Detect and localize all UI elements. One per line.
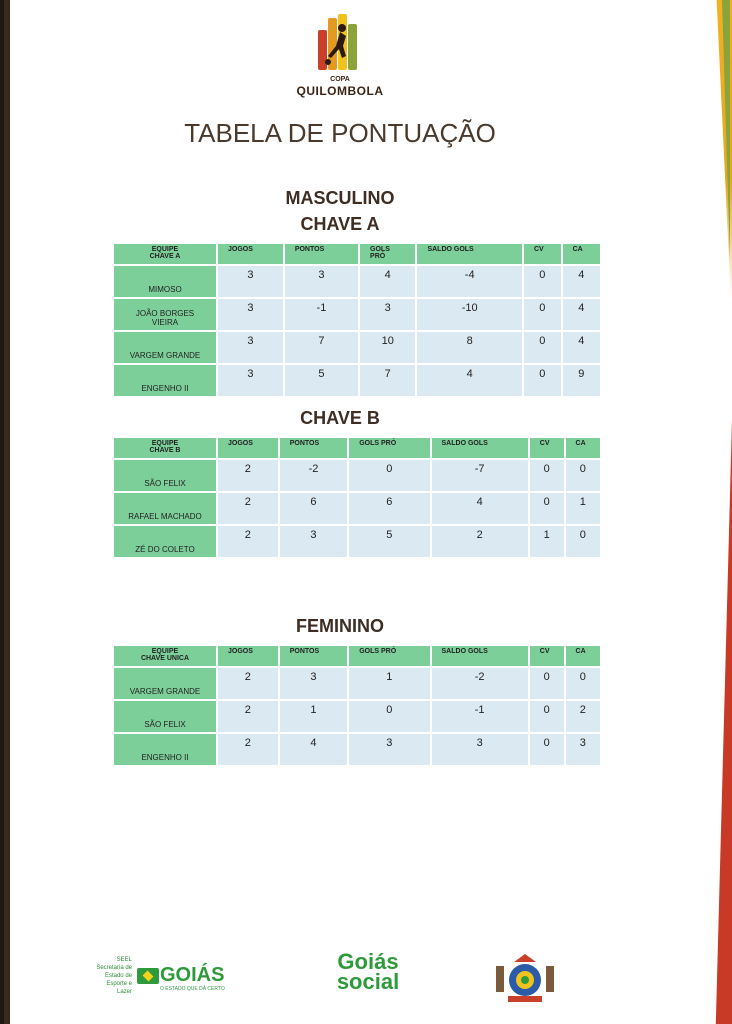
- cell-cv: [524, 332, 561, 363]
- cell-value: 3: [247, 302, 254, 314]
- column-header-label: EQUIPE CHAVE A: [149, 246, 181, 260]
- cell-cv: [530, 460, 564, 491]
- cell-value: 3: [384, 302, 391, 314]
- cell-pontos: [280, 460, 347, 491]
- table-row: [114, 332, 600, 363]
- cell-value: -10: [461, 302, 478, 314]
- column-header-jogos: [218, 646, 278, 666]
- column-header-saldo-gols: [417, 244, 522, 264]
- cell-value: 3: [579, 737, 586, 749]
- column-header-team: [114, 438, 216, 458]
- column-header-team: [114, 646, 216, 666]
- cell-value: 0: [543, 737, 550, 749]
- cell-pontos: [285, 332, 358, 363]
- cell-value: 3: [318, 269, 325, 281]
- cell-value: 0: [543, 496, 550, 508]
- cell-value: -4: [464, 269, 475, 281]
- column-header-label: JOGOS: [228, 246, 253, 253]
- cell-value: 4: [578, 302, 585, 314]
- column-header-label: GOLS PRÓ: [359, 648, 397, 655]
- column-header-label: GOLS PRÓ: [370, 246, 390, 260]
- column-header-label: SALDO GOLS: [427, 246, 474, 253]
- cell-pontos: [280, 526, 347, 557]
- cell-gols-pro: [360, 266, 415, 297]
- column-header-pontos: [280, 438, 347, 458]
- cell-value: 1: [310, 704, 317, 716]
- column-header-label: EQUIPE CHAVE B: [149, 440, 181, 454]
- cell-cv: [524, 299, 561, 330]
- column-header-label: SALDO GOLS: [441, 440, 488, 447]
- cell-value: 0: [539, 302, 546, 314]
- cell-pontos: [280, 734, 347, 765]
- cell-team: SÃO FELIX: [114, 460, 216, 491]
- cell-ca: [566, 668, 600, 699]
- page-title: TABELA DE PONTUAÇÃO: [184, 118, 496, 148]
- cell-value: 5: [318, 368, 325, 380]
- cell-ca: [566, 734, 600, 765]
- column-header-saldo-gols: [432, 438, 528, 458]
- cell-ca: [566, 493, 600, 524]
- logo-quilombola-text: QUILOMBOLA: [296, 84, 384, 98]
- cell-team: ENGENHO II: [114, 365, 216, 396]
- cell-gols-pro: [349, 493, 429, 524]
- cell-value: 3: [247, 335, 254, 347]
- cell-team: MIMOSO: [114, 266, 216, 297]
- column-header-ca: [566, 646, 600, 666]
- goias-slogan: O ESTADO QUE DÁ CERTO: [160, 986, 225, 992]
- cell-team: ZÉ DO COLETO: [114, 526, 216, 557]
- cell-value: 0: [539, 269, 546, 281]
- cell-value: 5: [386, 529, 393, 541]
- cell-gols-pro: [360, 299, 415, 330]
- cell-jogos: [218, 332, 283, 363]
- cell-value: 3: [247, 368, 254, 380]
- cell-value: 0: [543, 671, 550, 683]
- cell-cv: [530, 668, 564, 699]
- cell-value: 0: [539, 368, 546, 380]
- right-red-stripe: [714, 420, 732, 1024]
- column-header-label: CA: [575, 440, 586, 447]
- cell-jogos: [218, 299, 283, 330]
- left-page-shadow: [0, 0, 4, 1024]
- cell-value: -1: [316, 302, 327, 314]
- cell-jogos: [218, 526, 278, 557]
- cell-cv: [530, 734, 564, 765]
- column-header-ca: [566, 438, 600, 458]
- cell-gols-pro: [349, 526, 429, 557]
- cell-value: 3: [310, 529, 317, 541]
- cell-saldo-gols: [417, 266, 522, 297]
- column-header-saldo-gols: [432, 646, 528, 666]
- chave-b-heading: CHAVE B: [300, 408, 380, 428]
- column-header-label: JOGOS: [228, 648, 253, 655]
- cell-pontos: [285, 299, 358, 330]
- goias-logo-text: GOIÁS: [160, 964, 225, 986]
- cell-gols-pro: [349, 460, 429, 491]
- chave-b-table: [112, 436, 602, 559]
- cell-cv: [530, 493, 564, 524]
- table-header-row: [114, 646, 600, 666]
- cell-value: 0: [579, 529, 586, 541]
- column-header-ca: [563, 244, 600, 264]
- cell-pontos: [280, 493, 347, 524]
- table-row: [114, 668, 600, 699]
- cell-value: 3: [476, 737, 483, 749]
- column-header-jogos: [218, 438, 278, 458]
- cell-value: 4: [578, 335, 585, 347]
- column-header-label: EQUIPE CHAVE UNICA: [140, 648, 190, 662]
- column-header-label: CV: [539, 440, 550, 447]
- cell-value: 2: [244, 671, 251, 683]
- column-header-label: JOGOS: [228, 440, 253, 447]
- cell-gols-pro: [349, 668, 429, 699]
- cell-value: 0: [386, 704, 393, 716]
- table-row: [114, 701, 600, 732]
- cell-pontos: [280, 701, 347, 732]
- municipal-crest-icon: [488, 952, 562, 1004]
- table-row: [114, 299, 600, 330]
- cell-value: 2: [244, 463, 251, 475]
- cell-value: 3: [386, 737, 393, 749]
- cell-team: VARGEM GRANDE: [114, 332, 216, 363]
- cell-value: 9: [578, 368, 585, 380]
- masculino-heading: MASCULINO: [285, 188, 395, 208]
- column-header-label: SALDO GOLS: [441, 648, 488, 655]
- column-header-label: PONTOS: [289, 648, 320, 655]
- cell-jogos: [218, 460, 278, 491]
- cell-team: RAFAEL MACHADO: [114, 493, 216, 524]
- goias-flag-icon: [137, 968, 159, 984]
- column-header-jogos: [218, 244, 283, 264]
- column-header-label: CA: [575, 648, 586, 655]
- cell-team: VARGEM GRANDE: [114, 668, 216, 699]
- cell-pontos: [280, 668, 347, 699]
- cell-value: 6: [310, 496, 317, 508]
- column-header-label: CA: [572, 246, 583, 253]
- cell-value: 2: [579, 704, 586, 716]
- column-header-label: PONTOS: [289, 440, 320, 447]
- cell-value: 0: [386, 463, 393, 475]
- table-row: [114, 493, 600, 524]
- cell-value: 8: [466, 335, 473, 347]
- logo-copa-text: COPA: [330, 76, 350, 83]
- cell-value: 3: [310, 671, 317, 683]
- table-row: [114, 460, 600, 491]
- cell-saldo-gols: [417, 332, 522, 363]
- cell-saldo-gols: [417, 299, 522, 330]
- cell-jogos: [218, 493, 278, 524]
- cell-value: 2: [244, 737, 251, 749]
- column-header-label: CV: [533, 246, 544, 253]
- cell-cv: [524, 266, 561, 297]
- table-row: [114, 734, 600, 765]
- cell-value: 0: [543, 463, 550, 475]
- table-header-row: [114, 438, 600, 458]
- logo-bars-graphic: [318, 14, 362, 70]
- cell-value: 4: [476, 496, 483, 508]
- cell-team: JOÃO BORGES VIEIRA: [114, 299, 216, 330]
- table-header-row: [114, 244, 600, 264]
- cell-value: 7: [384, 368, 391, 380]
- table-row: [114, 526, 600, 557]
- goias-social-logo: Goiás social: [336, 949, 400, 994]
- cell-value: 1: [386, 671, 393, 683]
- cell-ca: [563, 266, 600, 297]
- cell-value: 4: [466, 368, 473, 380]
- cell-value: 4: [578, 269, 585, 281]
- cell-value: 10: [381, 335, 394, 347]
- cell-gols-pro: [349, 701, 429, 732]
- column-header-cv: [530, 646, 564, 666]
- cell-pontos: [285, 365, 358, 396]
- chave-a-heading: CHAVE A: [300, 214, 380, 234]
- column-header-gols-pro: [349, 646, 429, 666]
- cell-jogos: [218, 734, 278, 765]
- cell-saldo-gols: [432, 668, 528, 699]
- cell-ca: [563, 332, 600, 363]
- cell-value: 2: [244, 496, 251, 508]
- column-header-label: CV: [539, 648, 550, 655]
- column-header-pontos: [285, 244, 358, 264]
- cell-cv: [530, 701, 564, 732]
- column-header-gols-pro: [349, 438, 429, 458]
- cell-ca: [563, 299, 600, 330]
- column-header-label: PONTOS: [294, 246, 325, 253]
- cell-value: 4: [310, 737, 317, 749]
- cell-value: 6: [386, 496, 393, 508]
- cell-value: -7: [474, 463, 485, 475]
- cell-value: 4: [384, 269, 391, 281]
- cell-value: -2: [474, 671, 485, 683]
- column-header-team: [114, 244, 216, 264]
- cell-team: ENGENHO II: [114, 734, 216, 765]
- cell-ca: [566, 460, 600, 491]
- table-row: [114, 266, 600, 297]
- feminino-heading: FEMININO: [296, 616, 384, 636]
- cell-cv: [530, 526, 564, 557]
- cell-gols-pro: [360, 365, 415, 396]
- feminino-table: [112, 644, 602, 767]
- cell-saldo-gols: [432, 526, 528, 557]
- cell-value: 2: [244, 529, 251, 541]
- cell-jogos: [218, 701, 278, 732]
- cell-gols-pro: [360, 332, 415, 363]
- cell-jogos: [218, 266, 283, 297]
- cell-pontos: [285, 266, 358, 297]
- cell-saldo-gols: [432, 460, 528, 491]
- cell-gols-pro: [349, 734, 429, 765]
- seel-text: SEEL Secretaria de Estado de Esporte e Lazer: [96, 957, 132, 995]
- cell-value: 7: [318, 335, 325, 347]
- cell-value: 0: [579, 671, 586, 683]
- cell-value: 0: [579, 463, 586, 475]
- cell-value: 1: [579, 496, 586, 508]
- cell-value: 1: [543, 529, 550, 541]
- cell-value: 2: [476, 529, 483, 541]
- column-header-cv: [530, 438, 564, 458]
- cell-jogos: [218, 365, 283, 396]
- chave-a-table: [112, 242, 602, 398]
- player-silhouette-icon: [322, 22, 358, 68]
- cell-value: 2: [244, 704, 251, 716]
- footer-logos: [0, 948, 732, 1008]
- cell-cv: [524, 365, 561, 396]
- cell-value: 3: [247, 269, 254, 281]
- cell-value: -2: [308, 463, 319, 475]
- cell-ca: [566, 701, 600, 732]
- copa-quilombola-logo: [296, 14, 384, 98]
- cell-team: SÃO FELIX: [114, 701, 216, 732]
- column-header-gols-pro: [360, 244, 415, 264]
- cell-saldo-gols: [432, 701, 528, 732]
- cell-ca: [566, 526, 600, 557]
- table-row: [114, 365, 600, 396]
- cell-value: 0: [539, 335, 546, 347]
- cell-ca: [563, 365, 600, 396]
- cell-saldo-gols: [432, 734, 528, 765]
- column-header-pontos: [280, 646, 347, 666]
- cell-value: 0: [543, 704, 550, 716]
- cell-jogos: [218, 668, 278, 699]
- cell-saldo-gols: [417, 365, 522, 396]
- column-header-cv: [524, 244, 561, 264]
- cell-saldo-gols: [432, 493, 528, 524]
- cell-value: -1: [474, 704, 485, 716]
- column-header-label: GOLS PRÓ: [359, 440, 397, 447]
